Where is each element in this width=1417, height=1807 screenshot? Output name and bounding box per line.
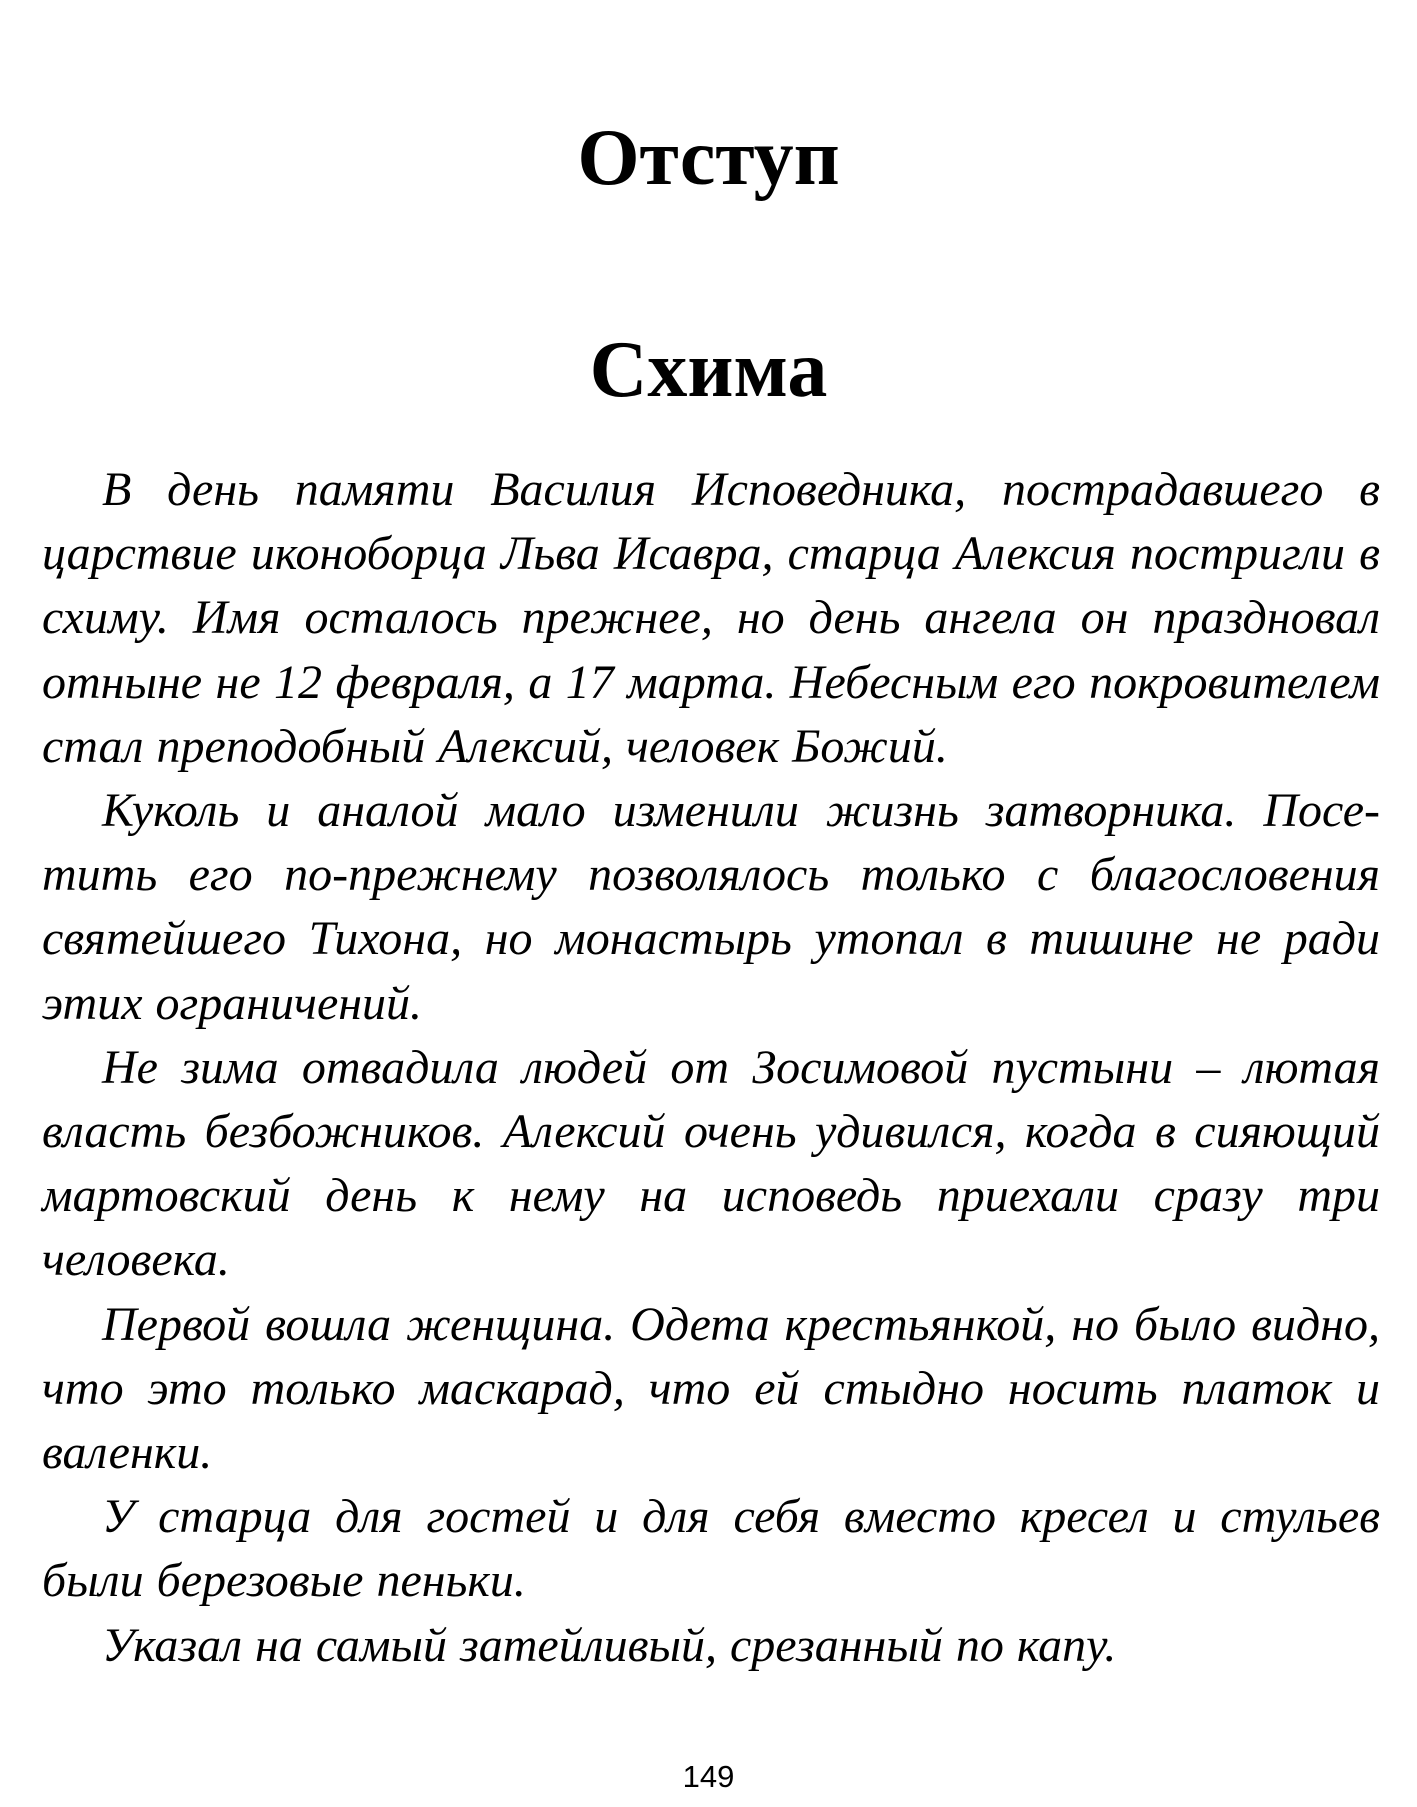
paragraph: У старца для гостей и для себя вместо кресел и стульев были березовые пеньки. [42,1490,1380,1608]
body-text [42,458,1380,1678]
paragraph: В день памяти Василия Исповедника, пострадавшего в царствие иконоборца Льва Исавра, старца Алексия постригли в схиму. Имя осталось прежнее, но день ангела он праздновал отныне не 12 февраля, а 17 марта. Небесным его покровителем стал преподобный Алексий, человек Божий. [42,463,1380,773]
paragraph: Куколь и аналой мало изменили жизнь затворника. Посетить его по-прежнему позволялось только с благословения святейшего Тихона, но монастырь утопал в тишине не ради этих ограничений. [42,784,1380,1030]
paragraph: Указал на самый затейливый, срезанный по капу. [102,1618,1117,1672]
paragraph: Не зима отвадила людей от Зосимовой пустыни – лютая власть безбожников. Алексий очень удивился, когда в сияющий мартовский день к нему на исповедь приехали сразу три человека. [42,1040,1380,1287]
section-title: Схима [589,326,828,414]
chapter-title: Отступ [577,114,840,202]
paragraph: Первой вошла женщина. Одета крестьянкой, но было видно, что это только маскарад, что ей стыдно носить платок и валенки. [42,1297,1380,1480]
page-number: 149 [682,1759,735,1794]
